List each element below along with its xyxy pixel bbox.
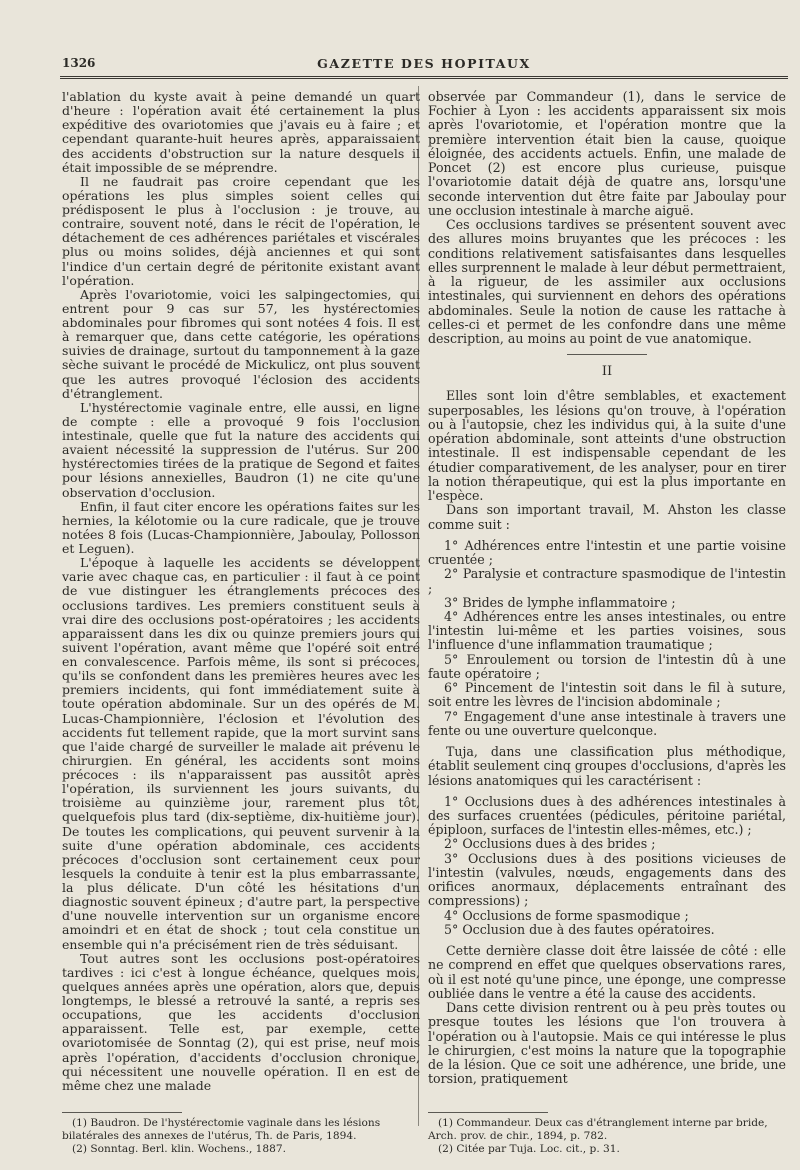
journal-title: GAZETTE DES HOPITAUX — [317, 56, 531, 71]
paragraph: Dans son important travail, M. Ahston les classe comme suit : — [428, 502, 786, 532]
footnote-rule — [62, 1112, 182, 1113]
left-column — [62, 90, 420, 1093]
footnotes-right — [428, 1112, 786, 1156]
paragraph: l'ablation du kyste avait à peine demandé un quart d'heure : l'opération avait été certainement la plus expéditive des ovariotomies que j'avais eu à faire ; et cependant quarante-huit heures après, apparaissaient des accidents d'obstruction sur la nature desquels il était impossible de se méprendre. — [62, 89, 420, 175]
paragraph: Tout autres sont les occlusions post-opératoires tardives : ici c'est à longue échéance, quelques mois, quelques années après une opération, alors que, depuis longtemps, le blessé a retrouvé la santé, a repris ses occupations, que les accidents d'occlusion apparaissent. Telle est, par exemple, cette ovariotomisée de Sonntag (2), qui est prise, neuf mois après l'opération, d'accidents d'occlusion chronique, qui nécessitent une nouvelle opération. Il en est de même chez une malade — [62, 950, 420, 1093]
footnote: (2) Citée par Tuja. Loc. cit., p. 31. — [438, 1143, 620, 1155]
section-rule — [567, 354, 647, 355]
list-item: 1° Adhérences entre l'intestin et une partie voisine cruentée ; — [428, 537, 786, 568]
list-item: 3° Brides de lymphe inflammatoire ; — [444, 594, 676, 610]
footnote: (1) Baudron. De l'hystérectomie vaginale dans les lésions bilatérales des annexes de l'utérus, Th. de Paris, 1894. — [62, 1117, 381, 1142]
paragraph: observée par Commandeur (1), dans le service de Fochier à Lyon : les accidents apparaissent six mois après l'ovariotomie, et l'opération montre que la première intervention était bien la cause, quoique éloignée, des accidents actuels. Enfin, une malade de Poncet (2) est encore plus curieuse, puisque l'ovariotomie datait déjà de quatre ans, lorsqu'une seconde intervention dut être faite par Jaboulay pour une occlusion intestinale à marche aiguë. — [428, 89, 786, 218]
paragraph: L'époque à laquelle les accidents se développent varie avec chaque cas, en particulier : il faut à ce point de vue distinguer les étranglements précoces des occlusions tardives. Les premiers constituent seuls à vrai dire des occlusions post-opératoires ; les accidents apparaissent dans les dix ou quinze premiers jours qui suivent l'opération, avant même que l'opéré soit entré en convalescence. Parfois même, ils sont si précoces, qu'ils se confondent dans les premières heures avec les premiers incidents, qui font immédiatement suite à toute opération abdominale. Sur un des opérés de M. Lucas-Championnière, l'éclosion et l'évolution des accidents fut tellement rapide, que la mort survint sans que l'aide chargé de surveiller le malade ait prévenu le chirurgien. En général, les accidents sont moins précoces : ils n'apparaissent pas aussitôt après l'opération, ils surviennent les jours suivants, du troisième au quinzième jour, rarement plus tôt, quelquefois plus tard (dix-septième, dix-huitième jour). De toutes les complications, qui peuvent survenir à la suite d'une opération abdominale, ces accidents précoces d'occlusion sont certainement ceux pour lesquels la conduite à tenir est la plus embarrassante, la plus délicate. D'un côté les hésitations d'un diagnostic souvent épineux ; d'autre part, la perspective d'une nouvelle intervention sur un organisme encore amoindri et en état de shock ; tout cela constitue un ensemble qui n'a précisément rien de très séduisant. — [62, 555, 420, 952]
paragraph: Après l'ovariotomie, voici les salpingectomies, qui entrent pour 9 cas sur 57, les hystérectomies abdominales pour fibromes qui sont notées 4 fois. Il est à remarquer que, dans cette catégorie, les opérations suivies de drainage, surtout du tamponnement à la gaze sèche suivant le procédé de Mickulicz, ont plus souvent que les autres provoqué l'éclosion des accidents d'étranglement. — [62, 286, 420, 401]
paragraph: Elles sont loin d'être semblables, et exactement superposables, les lésions qu'on trouve, à l'opération ou à l'autopsie, chez les individus qui, à la suite d'une opération abdominale, sont atteints d'une obstruction intestinale. Il est indispensable cependant de les étudier comparativement, de les analyser, pour en tirer la notion thérapeutique, qui est la plus importante en l'espèce. — [428, 388, 786, 504]
list-item: 2° Paralysie et contracture spasmodique de l'intestin ; — [428, 566, 786, 596]
footnote: (1) Commandeur. Deux cas d'étranglement interne par bride, Arch. prov. de chir., 1894, p. 782. — [428, 1117, 768, 1142]
header-rule — [60, 76, 788, 79]
list-item: 4° Adhérences entre les anses intestinales, ou entre l'intestin lui-même et les parties voisines, sous l'influence d'une inflammation traumatique ; — [428, 608, 786, 653]
list-item: 4° Occlusions de forme spasmodique ; — [444, 907, 689, 923]
paragraph: Dans cette division rentrent ou à peu près toutes ou presque toutes les lésions que l'on trouvera à l'opération ou à l'autopsie. Mais ce qui intéresse le plus le chirurgien, c'est moins la nature que la topographie de la lésion. Que ce soit une adhérence, une bride, une torsion, pratiquement — [428, 1000, 786, 1087]
list-item: 5° Enroulement ou torsion de l'intestin dû à une faute opératoire ; — [428, 651, 786, 681]
footnote-rule — [428, 1112, 548, 1113]
footnotes-left — [62, 1112, 420, 1156]
list-item: 7° Engagement d'une anse intestinale à travers une fente ou une ouverture quelconque. — [428, 708, 786, 738]
list-item: 3° Occlusions dues à des positions vicieuses de l'intestin (valvules, nœuds, engagements dans des orifices anormaux, déplacements entraînant des compressions) ; — [428, 850, 786, 909]
footnote: (2) Sonntag. Berl. klin. Wochens., 1887. — [72, 1143, 287, 1155]
paragraph: Cette dernière classe doit être laissée de côté : elle ne comprend en effet que quelques observations rares, où il est noté qu'une pince, une éponge, une compresse oubliée dans le ventre a été la cause des accidents. — [428, 943, 786, 1001]
paragraph: Tuja, dans une classification plus méthodique, établit seulement cinq groupes d'occlusions, d'après les lésions anatomiques qui les caractérisent : — [428, 744, 786, 788]
paragraph: Il ne faudrait pas croire cependant que les opérations les plus simples soient celles qui prédisposent le plus à l'occlusion : je trouve, au contraire, souvent noté, dans le récit de l'opération, le détachement de ces adhérences pariétales et viscérales plus ou moins solides, déjà anciennes et qui sont l'indice d'un certain degré de péritonite existant avant l'opération. — [62, 173, 420, 288]
list-item: 1° Occlusions dues à des adhérences intestinales à des surfaces cruentées (pédicules, péritoine pariétal, épiploon, surfaces de l'intestin elles-mêmes, etc.) ; — [428, 793, 786, 838]
running-header — [62, 54, 786, 74]
right-column — [428, 90, 786, 1086]
section-heading: II — [601, 364, 613, 380]
list-item: 2° Occlusions dues à des brides ; — [444, 836, 656, 852]
list-item: 5° Occlusion due à des fautes opératoires. — [444, 921, 715, 937]
page-number: 1326 — [62, 56, 96, 70]
list-item: 6° Pincement de l'intestin soit dans le fil à suture, soit entre les lèvres de l'incision abdominale ; — [428, 680, 786, 710]
paragraph: L'hystérectomie vaginale entre, elle aussi, en ligne de compte : elle a provoqué 9 fois l'occlusion intestinale, quelle que fut la nature des accidents qui avaient nécessité la suppression de l'utérus. Sur 200 hystérectomies tirées de la pratique de Segond et faites pour lésions annexielles, Baudron (1) ne cite qu'une observation d'occlusion. — [62, 399, 420, 500]
paragraph: Enfin, il faut citer encore les opérations faites sur les hernies, la kélotomie ou la cure radicale, que je trouve notées 8 fois (Lucas-Championnière, Jaboulay, Pollosson et Leguen). — [62, 498, 420, 556]
paragraph: Ces occlusions tardives se présentent souvent avec des allures moins bruyantes que les précoces : les conditions relativement satisfaisantes dans lesquelles elles surprennent le malade à leur début permettraient, à la rigueur, de les assimiler aux occlusions intestinales, qui surviennent en dehors des opérations abdominales. Seule la notion de cause les rattache à celles-ci et permet de les confondre dans une même description, au moins au point de vue anatomique. — [428, 217, 786, 346]
